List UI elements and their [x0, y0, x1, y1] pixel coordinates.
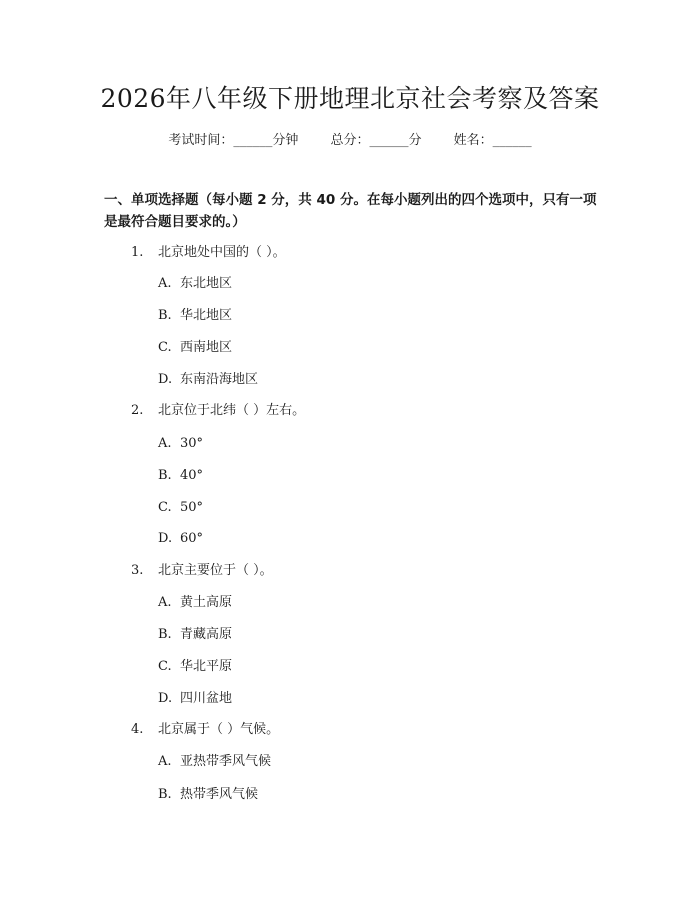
option-text: 四川盆地 [180, 691, 233, 706]
question-3-option-b [158, 625, 232, 645]
question-text: 北京位于北纬（ ）左右。 [158, 403, 306, 418]
question-1-option-b [158, 306, 232, 326]
option-letter: C. [158, 500, 172, 515]
option-text: 30° [180, 436, 204, 451]
question-1-option-a [158, 274, 232, 294]
option-letter: A. [158, 436, 172, 451]
question-text: 北京属于（ ）气候。 [158, 722, 280, 737]
question-number: 1. [131, 245, 144, 260]
question-2-option-c [158, 498, 203, 518]
option-letter: A. [158, 754, 172, 769]
section-heading: 一、单项选择题（每小题 2 分，共 40 分。在每小题列出的四个选项中，只有一项是最符合题目要求的。） [104, 192, 597, 230]
option-letter: D. [158, 531, 173, 546]
option-text: 青藏高原 [180, 627, 233, 642]
question-3-option-c [158, 657, 232, 677]
question-3-option-a [158, 593, 232, 613]
question-3-option-d [158, 689, 232, 709]
exam-time-field: 考试时间：______分钟 [168, 133, 299, 148]
question-number: 4. [131, 722, 144, 737]
option-text: 华北平原 [180, 659, 233, 674]
question-number: 3. [131, 563, 144, 578]
option-text: 黄土高原 [180, 595, 233, 610]
option-text: 50° [180, 500, 204, 515]
option-letter: B. [158, 787, 172, 802]
question-4-option-b [158, 785, 258, 805]
question-3 [131, 561, 273, 581]
question-number: 2. [131, 403, 144, 418]
question-2-option-a [158, 434, 203, 454]
question-1 [131, 243, 286, 263]
question-2 [131, 401, 305, 421]
option-letter: B. [158, 627, 172, 642]
option-letter: A. [158, 595, 172, 610]
option-letter: B. [158, 468, 172, 483]
question-4-option-a [158, 752, 271, 772]
question-2-option-b [158, 466, 203, 486]
option-text: 亚热带季风气候 [180, 754, 272, 769]
page-title: 2026年八年级下册地理北京社会考察及答案 [100, 84, 600, 113]
option-letter: D. [158, 691, 173, 706]
option-letter: A. [158, 276, 172, 291]
option-text: 60° [180, 531, 204, 546]
option-text: 西南地区 [180, 340, 233, 355]
option-text: 热带季风气候 [180, 787, 259, 802]
option-text: 40° [180, 468, 204, 483]
student-name-field: 姓名：______ [453, 133, 532, 148]
question-2-option-d [158, 529, 203, 549]
option-text: 东北地区 [180, 276, 233, 291]
question-1-option-d [158, 370, 258, 390]
option-letter: B. [158, 308, 172, 323]
option-letter: C. [158, 659, 172, 674]
exam-info-line [0, 131, 700, 151]
question-1-option-c [158, 338, 232, 358]
question-text: 北京地处中国的（ ）。 [158, 245, 286, 260]
question-4 [131, 720, 279, 740]
option-text: 东南沿海地区 [180, 372, 259, 387]
option-letter: D. [158, 372, 173, 387]
option-letter: C. [158, 340, 172, 355]
total-score-field: 总分：______分 [330, 133, 422, 148]
question-text: 北京主要位于（ ）。 [158, 563, 273, 578]
option-text: 华北地区 [180, 308, 233, 323]
